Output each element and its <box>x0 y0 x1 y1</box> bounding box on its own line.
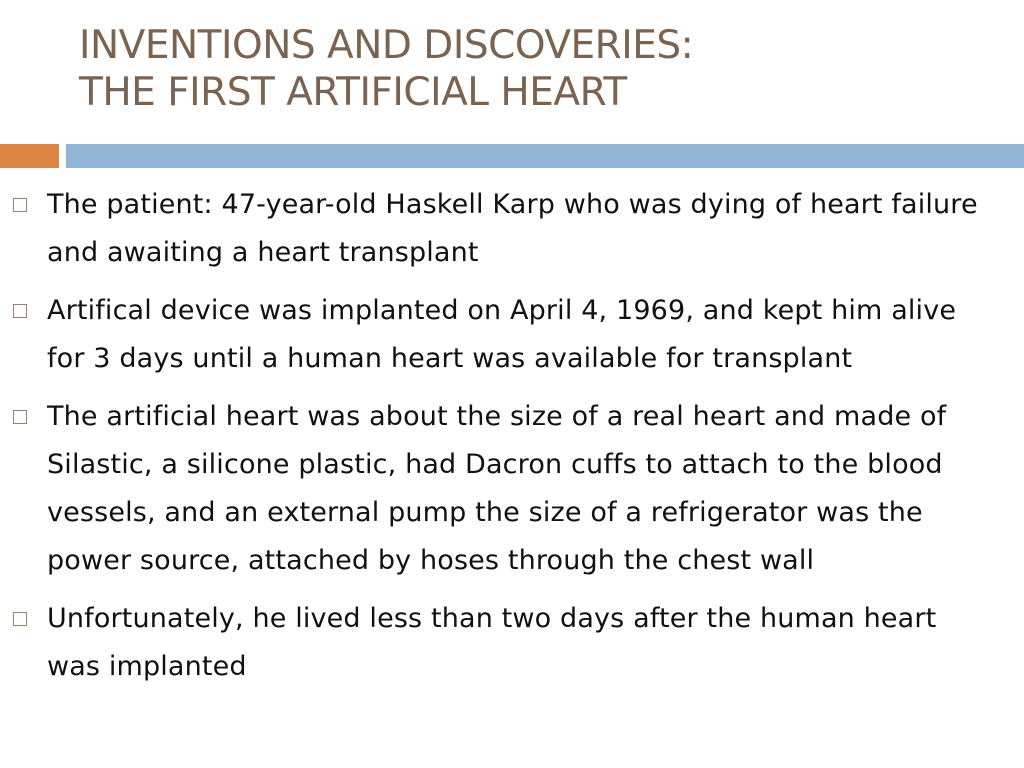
square-bullet-icon <box>13 198 27 212</box>
title-line-1: INVENTIONS AND DISCOVERIES: <box>79 23 694 68</box>
bullet-list <box>0 181 1024 701</box>
title-line-2: THE FIRST ARTIFICIAL HEART <box>79 70 627 115</box>
bullet-item <box>0 595 1024 691</box>
bullet-item <box>0 181 1024 277</box>
bullet-text: The patient: 47-year-old Haskell Karp who was dying of heart failure and awaiting a heart transplant <box>47 189 978 268</box>
slide-title <box>79 22 999 116</box>
accent-bar-blue <box>66 144 1024 168</box>
bullet-item <box>0 393 1024 585</box>
square-bullet-icon <box>13 410 27 424</box>
bullet-item <box>0 287 1024 383</box>
square-bullet-icon <box>13 612 27 626</box>
bullet-text: The artificial heart was about the size of a real heart and made of Silastic, a silicone plastic, had Dacron cuffs to attach to the blood vessels, and an external pump the size of a refrigerator was the power source, attached by hoses through the chest wall <box>47 401 947 576</box>
bullet-text: Artifical device was implanted on April 4, 1969, and kept him alive for 3 days until a human heart was available for transplant <box>47 295 957 374</box>
accent-bar-orange <box>0 144 59 168</box>
bullet-text: Unfortunately, he lived less than two days after the human heart was implanted <box>47 603 937 682</box>
square-bullet-icon <box>13 304 27 318</box>
